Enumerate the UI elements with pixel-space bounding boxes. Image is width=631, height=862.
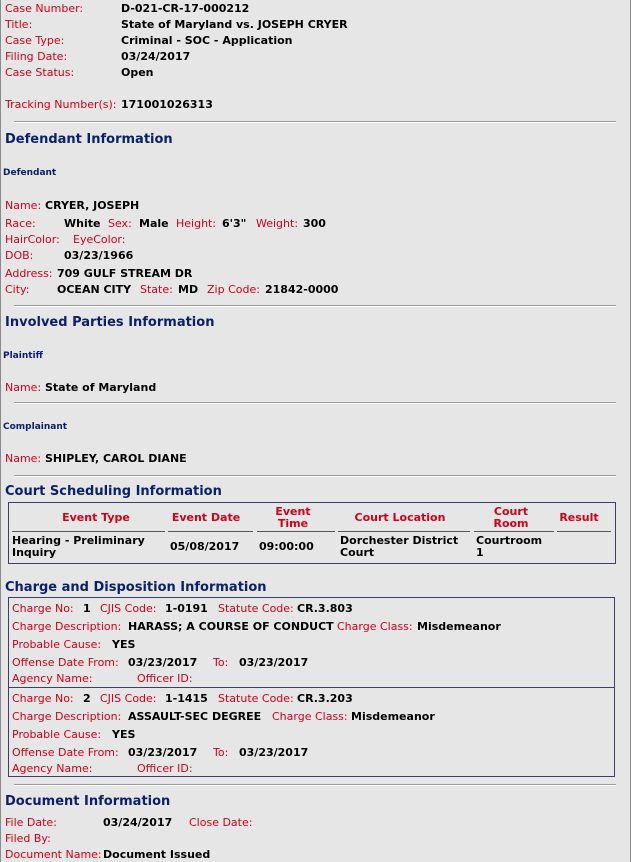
charge-no: 1: [83, 602, 91, 615]
row-court-room: Courtroom 1: [476, 534, 543, 559]
charge-class-label: Charge Class:: [337, 620, 413, 633]
col-event-type: Event Type: [62, 511, 130, 524]
col-event-time: Event Time: [275, 505, 311, 530]
offense-from: 03/23/2017: [128, 656, 198, 669]
statute-code: CR.3.803: [297, 602, 353, 615]
file-date: 03/24/2017: [103, 816, 173, 829]
case-type: Criminal - SOC - Application: [121, 34, 293, 47]
header-rule: [338, 531, 470, 532]
race: White: [64, 217, 101, 230]
complainant-name: SHIPLEY, CAROL DIANE: [45, 452, 187, 465]
agency-name-label: Agency Name:: [12, 762, 93, 775]
header-rule: [474, 531, 554, 532]
probable-cause-label: Probable Cause:: [12, 728, 102, 741]
col-court-room: Court Room: [493, 505, 529, 530]
filing-date-label: Filing Date:: [5, 50, 68, 63]
divider: [14, 121, 616, 123]
officer-id-label: Officer ID:: [137, 762, 193, 775]
divider: [14, 305, 616, 307]
document-name-label: Document Name:: [5, 848, 102, 861]
city: OCEAN CITY: [57, 283, 132, 296]
city-label: City:: [5, 283, 30, 296]
state-label: State:: [140, 283, 173, 296]
charge-class-label: Charge Class:: [272, 710, 348, 723]
sex-label: Sex:: [108, 217, 132, 230]
statute-code-label: Statute Code:: [218, 692, 294, 705]
charge-no-label: Charge No:: [12, 602, 74, 615]
charge-description-label: Charge Description:: [12, 710, 122, 723]
plaintiff-name: State of Maryland: [45, 381, 157, 394]
filed-by-label: Filed By:: [5, 832, 51, 845]
probable-cause: YES: [112, 728, 136, 741]
height-label: Height:: [176, 217, 217, 230]
charge-description: HARASS; A COURSE OF CONDUCT: [128, 620, 334, 633]
charge-no: 2: [83, 692, 91, 705]
dob: 03/23/1966: [64, 249, 134, 262]
sex: Male: [139, 217, 169, 230]
complainant-name-label: Name:: [5, 452, 42, 465]
cjis-code: 1-1415: [165, 692, 208, 705]
row-court-location: Dorchester District Court: [340, 534, 459, 559]
charge-description: ASSAULT-SEC DEGREE: [128, 710, 262, 723]
case-number: D-021-CR-17-000212: [121, 2, 250, 15]
header-rule: [557, 531, 611, 532]
divider: [14, 475, 616, 477]
file-date-label: File Date:: [5, 816, 57, 829]
address: 709 GULF STREAM DR: [57, 267, 193, 280]
col-result: Result: [559, 511, 599, 524]
charge-no-label: Charge No:: [12, 692, 74, 705]
height: 6'3": [222, 217, 247, 230]
zip: 21842-0000: [265, 283, 339, 296]
zip-label: Zip Code:: [207, 283, 260, 296]
tracking-number: 171001026313: [121, 98, 213, 111]
divider: [14, 784, 616, 786]
charge-class: Misdemeanor: [351, 710, 435, 723]
row-event-type: Hearing - Preliminary Inquiry: [12, 534, 145, 559]
col-event-date: Event Date: [171, 511, 241, 524]
defendant-name-label: Name:: [5, 199, 42, 212]
agency-name-label: Agency Name:: [12, 672, 93, 685]
document-heading: Document Information: [5, 794, 171, 809]
tracking-label: Tracking Number(s):: [5, 98, 117, 111]
row-event-date: 05/08/2017: [170, 540, 240, 553]
weight: 300: [303, 217, 326, 230]
defendant-heading: Defendant Information: [5, 132, 173, 147]
statute-code: CR.3.203: [297, 692, 353, 705]
col-court-location: Court Location: [354, 511, 446, 524]
offense-from-label: Offense Date From:: [12, 746, 119, 759]
plaintiff-subheading: Plaintiff: [3, 351, 43, 361]
statute-code-label: Statute Code:: [218, 602, 294, 615]
race-label: Race:: [5, 217, 36, 230]
defendant-subheading: Defendant: [3, 168, 57, 178]
offense-to: 03/23/2017: [239, 656, 309, 669]
offense-from-label: Offense Date From:: [12, 656, 119, 669]
document-name: Document Issued: [103, 848, 211, 861]
defendant-name: CRYER, JOSEPH: [45, 199, 140, 212]
title-label: Title:: [5, 18, 33, 31]
state: MD: [178, 283, 199, 296]
plaintiff-name-label: Name:: [5, 381, 42, 394]
header-rule: [257, 531, 335, 532]
filing-date: 03/24/2017: [121, 50, 191, 63]
header-rule: [12, 531, 165, 532]
case-type-label: Case Type:: [5, 34, 65, 47]
officer-id-label: Officer ID:: [137, 672, 193, 685]
offense-from: 03/23/2017: [128, 746, 198, 759]
charge-description-label: Charge Description:: [12, 620, 122, 633]
case-status-label: Case Status:: [5, 66, 75, 79]
header-rule: [168, 531, 253, 532]
case-number-label: Case Number:: [5, 2, 84, 15]
offense-to-label: To:: [213, 656, 229, 669]
divider: [14, 402, 616, 404]
cjis-code-label: CJIS Code:: [100, 602, 157, 615]
complainant-subheading: Complainant: [3, 422, 68, 432]
address-label: Address:: [5, 267, 53, 280]
offense-to: 03/23/2017: [239, 746, 309, 759]
close-date-label: Close Date:: [189, 816, 253, 829]
probable-cause-label: Probable Cause:: [12, 638, 102, 651]
weight-label: Weight:: [256, 217, 299, 230]
case-title: State of Maryland vs. JOSEPH CRYER: [121, 18, 348, 31]
offense-to-label: To:: [213, 746, 229, 759]
charge-class: Misdemeanor: [417, 620, 501, 633]
probable-cause: YES: [112, 638, 136, 651]
scheduling-heading: Court Scheduling Information: [5, 484, 222, 499]
charges-heading: Charge and Disposition Information: [5, 580, 267, 595]
cjis-code-label: CJIS Code:: [100, 692, 157, 705]
eye-color-label: EyeColor:: [73, 233, 126, 246]
dob-label: DOB:: [5, 249, 34, 262]
cjis-code: 1-0191: [165, 602, 208, 615]
hair-color-label: HairColor:: [5, 233, 60, 246]
case-status: Open: [121, 66, 154, 79]
row-event-time: 09:00:00: [259, 540, 314, 553]
parties-heading: Involved Parties Information: [5, 315, 215, 330]
